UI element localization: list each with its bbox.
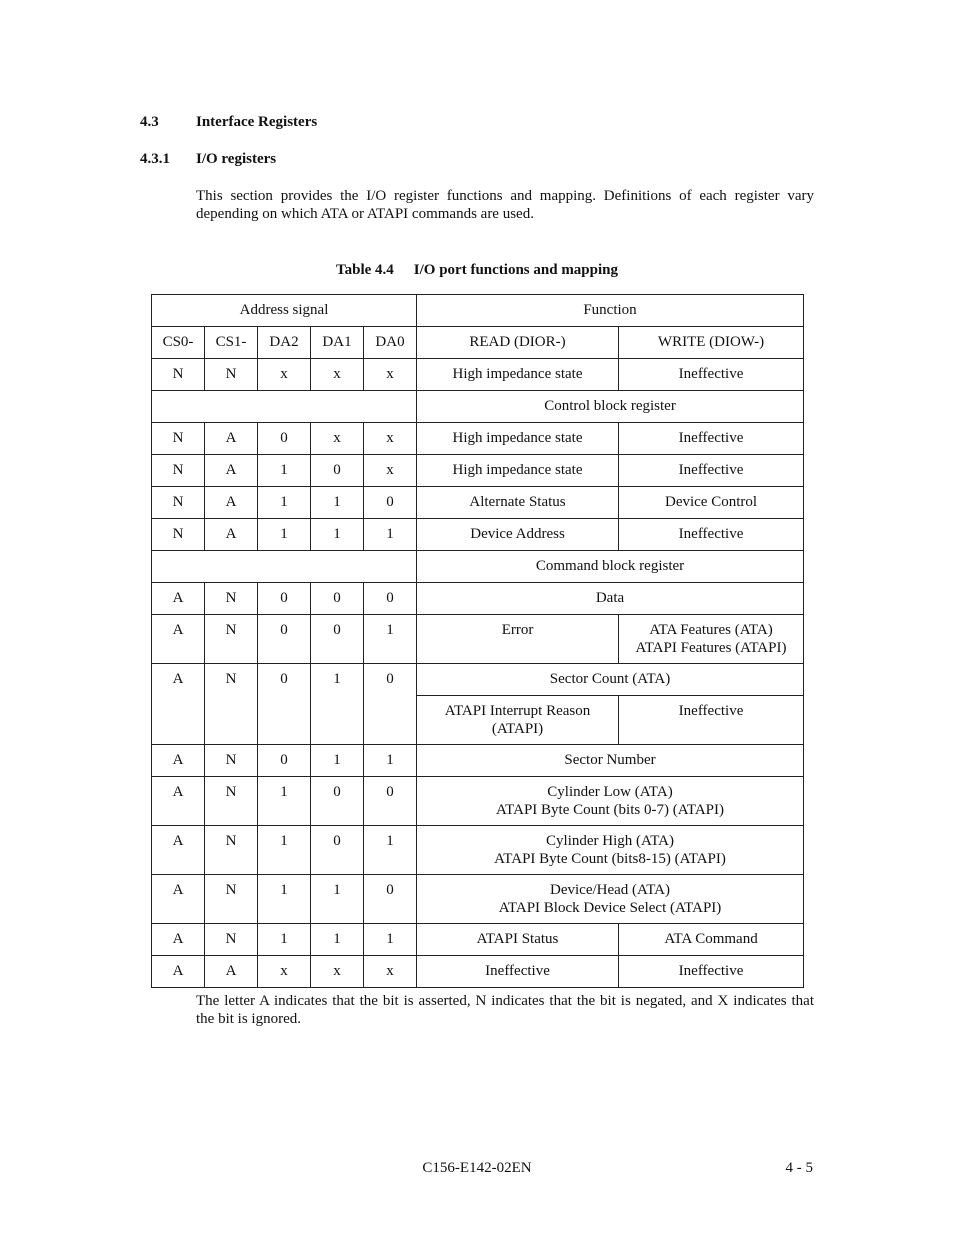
- read-cell: High impedance state: [417, 423, 619, 455]
- da0-cell: 0: [364, 777, 417, 826]
- table-row: [152, 875, 804, 924]
- da2-cell: 0: [258, 745, 311, 777]
- da0-cell: x: [364, 956, 417, 988]
- da1-cell: 1: [311, 745, 364, 777]
- table-row: [152, 777, 804, 826]
- cs0-cell: N: [152, 359, 205, 391]
- cs1-cell: A: [205, 956, 258, 988]
- table-row: [152, 924, 804, 956]
- cs1-cell: A: [205, 423, 258, 455]
- subsection-title: I/O registers: [196, 151, 277, 167]
- table-row: [152, 455, 804, 487]
- da0-cell: 1: [364, 826, 417, 875]
- da1-cell: 1: [311, 875, 364, 924]
- write-cell: [619, 615, 804, 664]
- footer-page-number: 4 - 5: [785, 1160, 813, 1176]
- column-header: DA2: [258, 327, 311, 359]
- cs0-cell: A: [152, 826, 205, 875]
- write-cell: Ineffective: [619, 423, 804, 455]
- cs0-cell: A: [152, 875, 205, 924]
- cs0-cell: A: [152, 745, 205, 777]
- da1-cell: 0: [311, 826, 364, 875]
- table-row: [152, 359, 804, 391]
- table-row: [152, 615, 804, 664]
- da1-cell: 1: [311, 487, 364, 519]
- write-line: ATA Features (ATA): [649, 622, 773, 638]
- da2-cell: 1: [258, 777, 311, 826]
- table-caption-number: Table 4.4: [335, 262, 394, 278]
- column-header: CS0-: [152, 327, 205, 359]
- function-cell: [417, 777, 804, 826]
- read-cell: Device Address: [417, 519, 619, 551]
- da2-cell: x: [258, 359, 311, 391]
- read-cell: Ineffective: [417, 956, 619, 988]
- cs1-cell: N: [205, 875, 258, 924]
- cs1-cell: N: [205, 615, 258, 664]
- write-cell: Ineffective: [619, 696, 804, 745]
- da1-cell: x: [311, 359, 364, 391]
- da2-cell: 1: [258, 826, 311, 875]
- table-header-row: [152, 295, 804, 327]
- cs0-cell: N: [152, 487, 205, 519]
- function-header: Function: [417, 295, 804, 327]
- read-cell: [417, 696, 619, 745]
- cs1-cell: N: [205, 359, 258, 391]
- read-cell: Error: [417, 615, 619, 664]
- cs0-cell: A: [152, 664, 205, 745]
- column-header: READ (DIOR-): [417, 327, 619, 359]
- da2-cell: 0: [258, 423, 311, 455]
- section-label: Control block register: [417, 391, 804, 423]
- da0-cell: 0: [364, 664, 417, 745]
- table-row: [152, 745, 804, 777]
- table-footnote: The letter A indicates that the bit is asserted, N indicates that the bit is negated, and X indicates that the bit is ignored.: [196, 993, 814, 1027]
- cs1-cell: N: [205, 583, 258, 615]
- read-cell: High impedance state: [417, 455, 619, 487]
- function-line: ATAPI Byte Count (bits 0-7) (ATAPI): [496, 802, 725, 818]
- column-header-row: [152, 327, 804, 359]
- da1-cell: 0: [311, 583, 364, 615]
- address-signal-header: Address signal: [152, 295, 417, 327]
- section-number: 4.3: [140, 114, 159, 130]
- cs0-cell: A: [152, 777, 205, 826]
- cs1-cell: N: [205, 826, 258, 875]
- cs0-cell: N: [152, 519, 205, 551]
- column-header: DA1: [311, 327, 364, 359]
- cs0-cell: A: [152, 583, 205, 615]
- read-line: (ATAPI): [491, 721, 544, 737]
- cs1-cell: A: [205, 519, 258, 551]
- da2-cell: 0: [258, 664, 311, 745]
- table-row: [152, 826, 804, 875]
- read-cell: High impedance state: [417, 359, 619, 391]
- section-label: Command block register: [417, 551, 804, 583]
- write-cell: Device Control: [619, 487, 804, 519]
- section-row: [152, 551, 804, 583]
- read-cell: Alternate Status: [417, 487, 619, 519]
- da2-cell: 1: [258, 455, 311, 487]
- function-line: Cylinder Low (ATA): [547, 784, 673, 800]
- table-row: [152, 487, 804, 519]
- da1-cell: 0: [311, 777, 364, 826]
- table-row: [152, 664, 804, 696]
- column-header: WRITE (DIOW-): [619, 327, 804, 359]
- da0-cell: 0: [364, 875, 417, 924]
- table-caption-title: I/O port functions and mapping: [413, 262, 619, 278]
- write-cell: Ineffective: [619, 359, 804, 391]
- cs1-cell: A: [205, 455, 258, 487]
- read-line: ATAPI Interrupt Reason: [444, 703, 591, 719]
- da2-cell: 0: [258, 583, 311, 615]
- function-cell: Sector Number: [417, 745, 804, 777]
- empty-cell: [152, 551, 417, 583]
- intro-paragraph: This section provides the I/O register functions and mapping. Definitions of each register vary depending on which ATA or ATAPI commands are used.: [196, 188, 814, 222]
- da2-cell: 1: [258, 924, 311, 956]
- da0-cell: 1: [364, 615, 417, 664]
- da1-cell: 0: [311, 455, 364, 487]
- da2-cell: 1: [258, 875, 311, 924]
- cs1-cell: A: [205, 487, 258, 519]
- da0-cell: x: [364, 455, 417, 487]
- da0-cell: x: [364, 359, 417, 391]
- table-caption: [0, 262, 954, 279]
- da1-cell: 0: [311, 615, 364, 664]
- section-title: Interface Registers: [196, 114, 318, 130]
- da2-cell: 0: [258, 615, 311, 664]
- function-line: ATAPI Byte Count (bits8-15) (ATAPI): [494, 851, 726, 867]
- cs1-cell: N: [205, 924, 258, 956]
- empty-cell: [152, 391, 417, 423]
- write-cell: Ineffective: [619, 519, 804, 551]
- write-cell: Ineffective: [619, 956, 804, 988]
- table-row: [152, 423, 804, 455]
- function-cell: [417, 826, 804, 875]
- cs0-cell: N: [152, 455, 205, 487]
- io-port-table: [151, 294, 804, 988]
- da0-cell: 1: [364, 924, 417, 956]
- da2-cell: 1: [258, 519, 311, 551]
- cs0-cell: A: [152, 924, 205, 956]
- function-line: Device/Head (ATA): [550, 882, 671, 898]
- function-line: Cylinder High (ATA): [546, 833, 674, 849]
- da2-cell: x: [258, 956, 311, 988]
- cs1-cell: N: [205, 664, 258, 745]
- table-row: [152, 956, 804, 988]
- cs0-cell: A: [152, 956, 205, 988]
- function-cell: Data: [417, 583, 804, 615]
- write-cell: Ineffective: [619, 455, 804, 487]
- table-row: [152, 583, 804, 615]
- cs1-cell: N: [205, 777, 258, 826]
- table-row: [152, 519, 804, 551]
- cs1-cell: N: [205, 745, 258, 777]
- da1-cell: x: [311, 423, 364, 455]
- function-cell: Sector Count (ATA): [417, 664, 804, 696]
- da0-cell: x: [364, 423, 417, 455]
- footer-doc-id: C156-E142-02EN: [422, 1160, 532, 1176]
- cs0-cell: A: [152, 615, 205, 664]
- da1-cell: 1: [311, 519, 364, 551]
- column-header: DA0: [364, 327, 417, 359]
- section-row: [152, 391, 804, 423]
- write-line: ATAPI Features (ATAPI): [635, 640, 787, 656]
- da0-cell: 1: [364, 519, 417, 551]
- da0-cell: 1: [364, 745, 417, 777]
- read-cell: ATAPI Status: [417, 924, 619, 956]
- da1-cell: x: [311, 956, 364, 988]
- da1-cell: 1: [311, 924, 364, 956]
- subsection-number: 4.3.1: [140, 151, 170, 167]
- da0-cell: 0: [364, 487, 417, 519]
- da0-cell: 0: [364, 583, 417, 615]
- function-line: ATAPI Block Device Select (ATAPI): [498, 900, 722, 916]
- cs0-cell: N: [152, 423, 205, 455]
- column-header: CS1-: [205, 327, 258, 359]
- da1-cell: 1: [311, 664, 364, 745]
- write-cell: ATA Command: [619, 924, 804, 956]
- da2-cell: 1: [258, 487, 311, 519]
- function-cell: [417, 875, 804, 924]
